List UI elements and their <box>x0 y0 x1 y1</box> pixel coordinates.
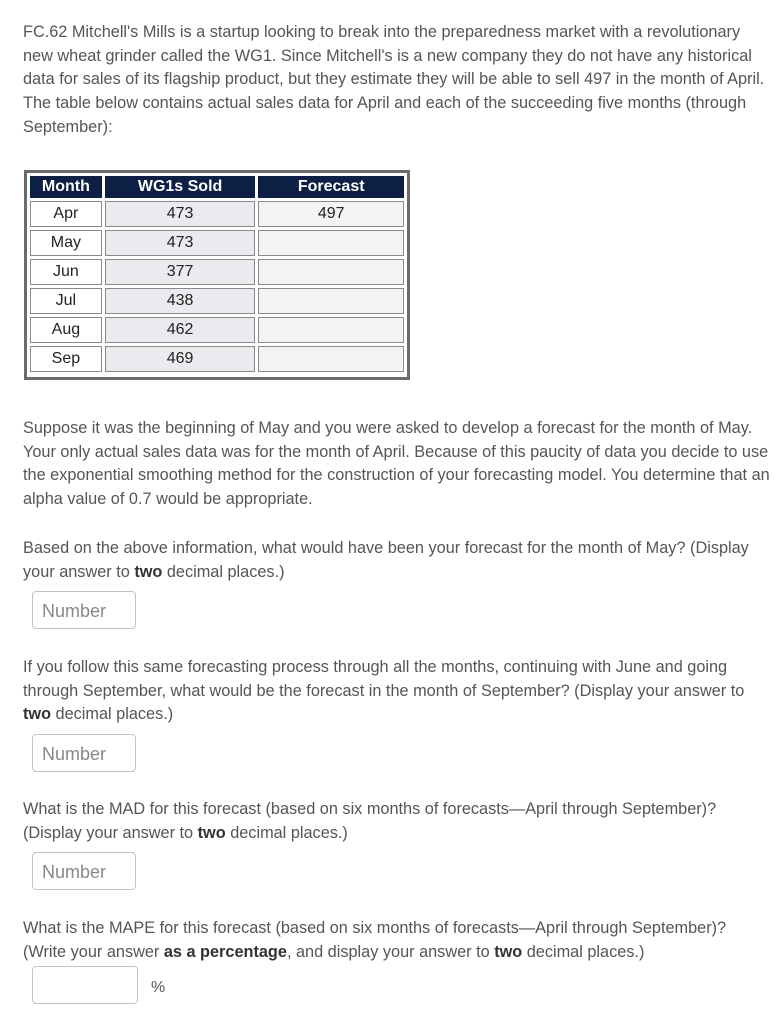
emphasis-text: two <box>23 705 52 724</box>
cell-sold: 469 <box>105 346 256 372</box>
question-line <box>23 822 783 846</box>
cell-forecast <box>258 346 404 372</box>
question-september-forecast <box>23 656 783 727</box>
question-line: What is the MAPE for this forecast (based on six months of forecasts—April through September)? <box>23 919 727 937</box>
scenario-line: alpha value of 0.7 would be appropriate. <box>23 490 313 509</box>
question-text: decimal places.) <box>162 562 285 581</box>
cell-month: Aug <box>30 317 102 343</box>
question-line <box>23 561 783 585</box>
question-line <box>23 941 783 965</box>
question-text: decimal places.) <box>522 942 645 961</box>
intro-line: The table below contains actual sales data for April and each of the succeeding five months (through <box>23 94 747 113</box>
header-sold: WG1s Sold <box>105 176 256 198</box>
intro-line: September): <box>23 117 113 136</box>
question-line <box>23 703 783 727</box>
emphasis-text: two <box>494 942 523 961</box>
question-line: What is the MAD for this forecast (based on six months of forecasts—April through September)? <box>23 800 717 818</box>
table-row <box>30 201 404 227</box>
cell-month: Jun <box>30 259 102 285</box>
problem-intro <box>23 21 783 140</box>
mad-input[interactable]: Number <box>32 852 136 890</box>
question-text: (Write your answer <box>23 942 164 961</box>
cell-sold: 462 <box>105 317 256 343</box>
scenario-line: Suppose it was the beginning of May and you were asked to develop a forecast for the month of May. <box>23 419 753 437</box>
table-row <box>30 346 404 372</box>
header-month: Month <box>30 176 102 198</box>
cell-month: Jul <box>30 288 102 314</box>
sales-table <box>24 170 410 380</box>
table-row <box>30 230 404 256</box>
cell-month: Sep <box>30 346 102 372</box>
question-text: decimal places.) <box>225 823 348 842</box>
cell-sold: 377 <box>105 259 256 285</box>
table-header-row <box>30 176 404 198</box>
emphasis-text: two <box>197 823 226 842</box>
percent-unit: % <box>151 979 166 996</box>
emphasis-text: as a percentage <box>163 942 287 961</box>
question-text: decimal places.) <box>51 705 174 724</box>
table-row <box>30 259 404 285</box>
question-mad <box>23 798 783 845</box>
cell-sold: 438 <box>105 288 256 314</box>
question-line: If you follow this same forecasting process through all the months, continuing with June and going <box>23 658 728 676</box>
cell-forecast <box>258 259 404 285</box>
question-line: Based on the above information, what would have been your forecast for the month of May? (Display <box>23 539 749 557</box>
scenario-line: Your only actual sales data was for the month of April. Because of this paucity of data you decide to use <box>23 442 769 461</box>
cell-sold: 473 <box>105 201 256 227</box>
cell-forecast: 497 <box>258 201 404 227</box>
question-may-forecast <box>23 537 783 584</box>
cell-month: May <box>30 230 102 256</box>
question-line: through September, what would be the forecast in the month of September? (Display your answer to <box>23 681 745 700</box>
cell-forecast <box>258 317 404 343</box>
mape-input[interactable] <box>32 966 138 1004</box>
may-forecast-input[interactable]: Number <box>32 591 136 629</box>
question-text: (Display your answer to <box>23 823 198 842</box>
cell-forecast <box>258 288 404 314</box>
header-forecast: Forecast <box>258 176 404 198</box>
question-text: , and display your answer to <box>286 942 495 961</box>
intro-line: new wheat grinder called the WG1. Since Mitchell's is a new company they do not have any historical <box>23 46 752 65</box>
table-row <box>30 288 404 314</box>
scenario-text <box>23 417 783 512</box>
september-forecast-input[interactable]: Number <box>32 734 136 772</box>
intro-line: data for sales of its flagship product, but they estimate they will be able to sell 497 in the month of April. <box>23 70 765 89</box>
table-row <box>30 317 404 343</box>
question-mape <box>23 917 783 964</box>
scenario-line: the exponential smoothing method for the construction of your forecasting model. You determine that an <box>23 466 770 485</box>
question-text: your answer to <box>23 562 135 581</box>
emphasis-text: two <box>134 562 163 581</box>
intro-line: FC.62 Mitchell's Mills is a startup looking to break into the preparedness market with a revolutionary <box>23 23 741 41</box>
cell-month: Apr <box>30 201 102 227</box>
cell-sold: 473 <box>105 230 256 256</box>
cell-forecast <box>258 230 404 256</box>
